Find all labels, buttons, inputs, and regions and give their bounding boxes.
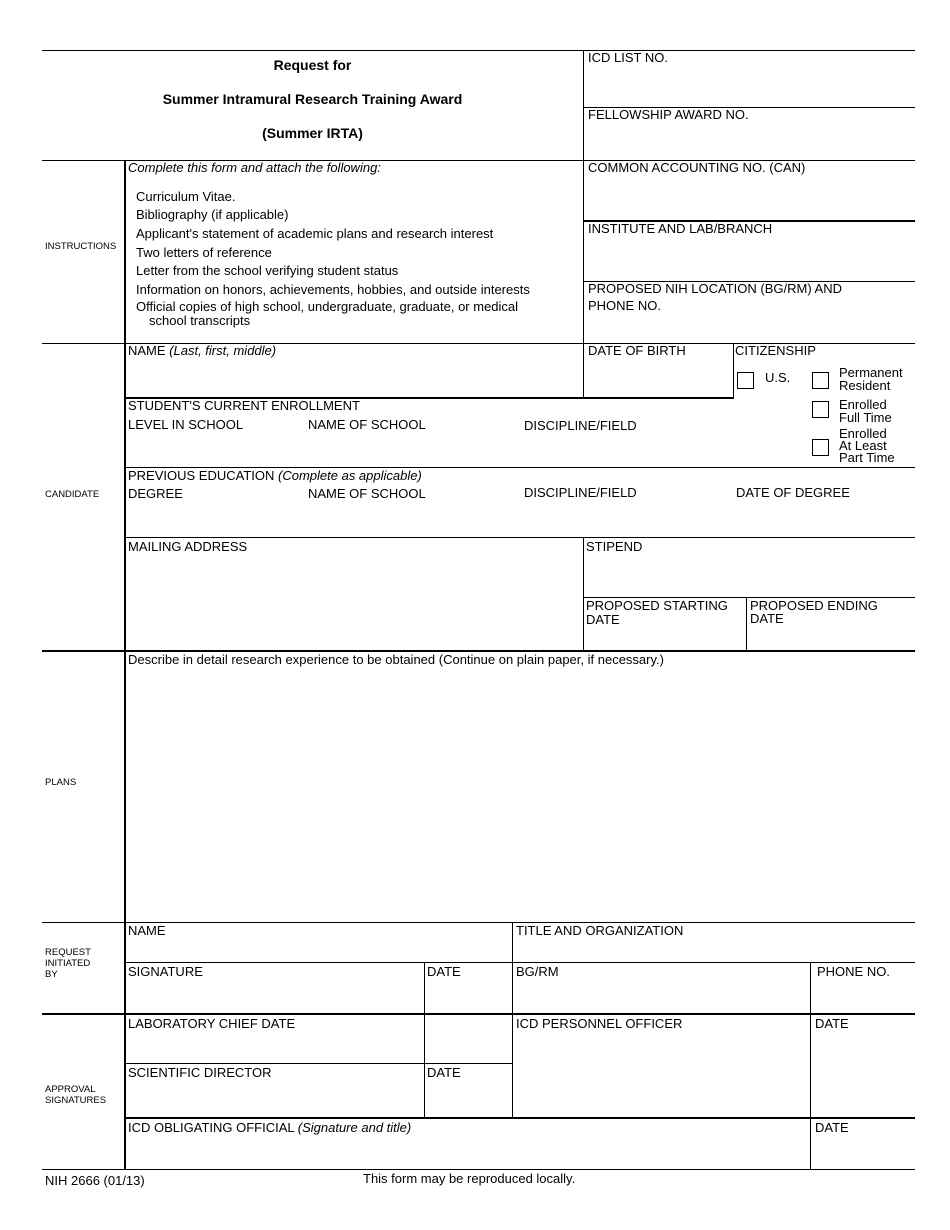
enrolled-full-time-label-l1: Enrolled bbox=[839, 397, 887, 412]
title-organization-field[interactable]: TITLE AND ORGANIZATION bbox=[516, 923, 684, 938]
prev-discipline-field[interactable]: DISCIPLINE/FIELD bbox=[524, 485, 637, 500]
list-item: Two letters of reference bbox=[136, 245, 272, 260]
list-item: Curriculum Vitae. bbox=[136, 189, 236, 204]
icd-personnel-officer-field[interactable]: ICD PERSONNEL OFFICER bbox=[516, 1016, 683, 1031]
plans-prompt: Describe in detail research experience to be obtained (Continue on plain paper, if necessary.) bbox=[128, 652, 664, 667]
enrolled-part-time-label bbox=[839, 428, 895, 464]
request-label-l3: BY bbox=[45, 969, 58, 980]
form-title-request-for: Request for bbox=[273, 57, 352, 73]
obligating-official-date-field[interactable]: DATE bbox=[815, 1120, 849, 1135]
permanent-resident-checkbox[interactable] bbox=[812, 372, 829, 389]
date-of-degree-field[interactable]: DATE OF DEGREE bbox=[736, 485, 850, 500]
previous-education-title: PREVIOUS EDUCATION bbox=[128, 468, 275, 483]
enrolled-part-time-label-l2: At Least bbox=[839, 438, 887, 453]
list-item: Official copies of high school, undergraduate, graduate, or medical bbox=[136, 299, 519, 314]
enrolled-full-time-checkbox[interactable] bbox=[812, 401, 829, 418]
icd-obligating-official-label: ICD OBLIGATING OFFICIAL bbox=[128, 1120, 295, 1135]
proposed-location-label: PROPOSED NIH LOCATION (BG/RM) AND bbox=[588, 281, 843, 296]
mailing-address-field[interactable]: MAILING ADDRESS bbox=[128, 539, 248, 554]
scientific-director-field[interactable]: SCIENTIFIC DIRECTOR bbox=[128, 1065, 272, 1080]
plans-description-area[interactable] bbox=[127, 672, 913, 920]
request-label-l2: INITIATED bbox=[45, 958, 91, 969]
proposed-starting-date-field[interactable] bbox=[586, 599, 728, 627]
proposed-starting-date-l2: DATE bbox=[586, 612, 620, 627]
request-label-l1: REQUEST bbox=[45, 947, 91, 958]
list-item-continuation: school transcripts bbox=[149, 313, 251, 328]
list-item: Information on honors, achievements, hobbies, and outside interests bbox=[136, 282, 530, 297]
name-label: NAME bbox=[128, 343, 166, 358]
proposed-location-label-cont[interactable]: PHONE NO. bbox=[588, 298, 661, 313]
approval-label-l1: APPROVAL bbox=[45, 1084, 96, 1095]
approval-label-l2: SIGNATURES bbox=[45, 1095, 107, 1106]
requester-signature-field[interactable]: SIGNATURE bbox=[128, 964, 203, 979]
icd-obligating-official-field[interactable] bbox=[128, 1120, 411, 1135]
proposed-ending-date-l1: PROPOSED ENDING bbox=[750, 598, 878, 613]
proposed-ending-date-field[interactable] bbox=[750, 599, 878, 625]
degree-field[interactable]: DEGREE bbox=[128, 486, 183, 501]
permanent-resident-label-l2: Resident bbox=[839, 378, 891, 393]
instructions-section-label: INSTRUCTIONS bbox=[45, 241, 117, 252]
reproduction-note: This form may be reproduced locally. bbox=[363, 1171, 576, 1186]
citizenship-label: CITIZENSHIP bbox=[735, 343, 816, 358]
fellowship-award-no-field[interactable]: FELLOWSHIP AWARD NO. bbox=[588, 107, 749, 122]
institute-lab-branch-field[interactable]: INSTITUTE AND LAB/BRANCH bbox=[588, 221, 773, 236]
permanent-resident-label-l1: Permanent bbox=[839, 365, 903, 380]
current-enrollment-label: STUDENT'S CURRENT ENROLLMENT bbox=[128, 398, 360, 413]
approval-section-label bbox=[45, 1084, 106, 1106]
list-item: Bibliography (if applicable) bbox=[136, 207, 289, 222]
previous-education-hint: (Complete as applicable) bbox=[278, 468, 422, 483]
enrolled-full-time-label-l2: Full Time bbox=[839, 410, 892, 425]
candidate-section-label: CANDIDATE bbox=[45, 489, 100, 500]
phone-no-field[interactable]: PHONE NO. bbox=[817, 964, 890, 979]
date-of-birth-field[interactable]: DATE OF BIRTH bbox=[588, 343, 686, 358]
scientific-director-date-field[interactable]: DATE bbox=[427, 1065, 461, 1080]
enrolled-part-time-label-l3: Part Time bbox=[839, 450, 895, 465]
proposed-ending-date-l2: DATE bbox=[750, 611, 784, 626]
level-in-school-field[interactable]: LEVEL IN SCHOOL bbox=[128, 417, 244, 432]
icd-obligating-official-hint: (Signature and title) bbox=[297, 1120, 412, 1135]
name-of-school-field[interactable]: NAME OF SCHOOL bbox=[308, 417, 426, 432]
stipend-field[interactable]: STIPEND bbox=[586, 539, 643, 554]
permanent-resident-label bbox=[839, 366, 903, 392]
plans-section-label: PLANS bbox=[45, 777, 77, 788]
prev-name-of-school-field[interactable]: NAME OF SCHOOL bbox=[308, 486, 426, 501]
previous-education-label bbox=[128, 468, 422, 483]
us-citizen-checkbox[interactable] bbox=[737, 372, 754, 389]
us-citizen-label: U.S. bbox=[765, 370, 791, 385]
form-title-main: Summer Intramural Research Training Award bbox=[162, 91, 463, 107]
name-field[interactable] bbox=[128, 343, 276, 358]
laboratory-chief-field[interactable]: LABORATORY CHIEF DATE bbox=[128, 1016, 296, 1031]
form-number: NIH 2666 (01/13) bbox=[45, 1173, 145, 1188]
bg-rm-field[interactable]: BG/RM bbox=[516, 964, 559, 979]
requester-date-field[interactable]: DATE bbox=[427, 964, 461, 979]
icd-list-no-field[interactable]: ICD LIST NO. bbox=[588, 50, 668, 65]
enrolled-part-time-checkbox[interactable] bbox=[812, 439, 829, 456]
name-hint: (Last, first, middle) bbox=[169, 343, 277, 358]
form-title-sub: (Summer IRTA) bbox=[262, 125, 363, 141]
common-accounting-no-field[interactable]: COMMON ACCOUNTING NO. (CAN) bbox=[588, 160, 806, 175]
list-item: Applicant's statement of academic plans and research interest bbox=[136, 226, 494, 241]
proposed-starting-date-l1: PROPOSED STARTING bbox=[586, 598, 728, 613]
requester-name-field[interactable]: NAME bbox=[128, 923, 166, 938]
personnel-officer-date-field[interactable]: DATE bbox=[815, 1016, 849, 1031]
instructions-intro: Complete this form and attach the following: bbox=[128, 160, 381, 175]
request-section-label bbox=[45, 947, 91, 980]
discipline-field[interactable]: DISCIPLINE/FIELD bbox=[524, 418, 637, 433]
enrolled-full-time-label bbox=[839, 398, 892, 424]
enrolled-part-time-label-l1: Enrolled bbox=[839, 426, 887, 441]
list-item: Letter from the school verifying student status bbox=[136, 263, 399, 278]
